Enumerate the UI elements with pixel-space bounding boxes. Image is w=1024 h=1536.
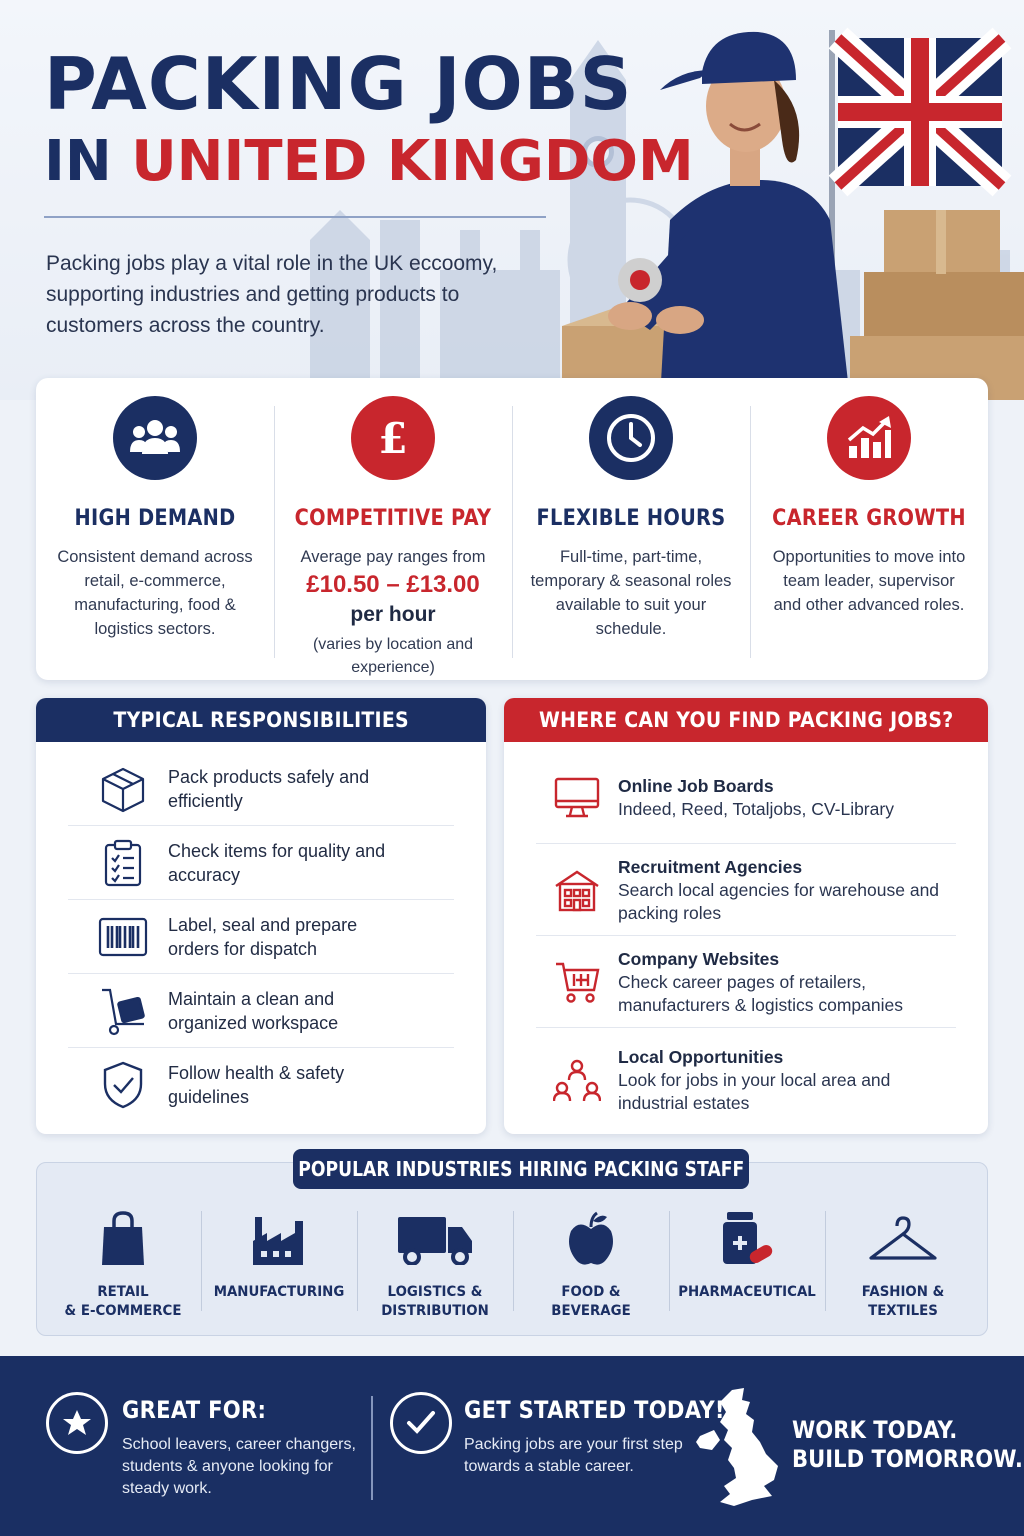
feature-high-demand: [36, 378, 274, 680]
get-started-text: Packing jobs are your first step towards a stable career.: [464, 1436, 683, 1475]
responsibilities-heading: [36, 698, 486, 742]
shopping-bag-icon: [45, 1203, 201, 1275]
uk-map-icon: [694, 1386, 784, 1510]
where-heading-text: WHERE CAN YOU FIND PACKING JOBS?: [538, 708, 954, 732]
feature-text: Full-time, part-time, temporary & seasonal roles available to suit your schedule.: [530, 548, 732, 638]
industry-manufacturing: [201, 1203, 357, 1321]
feature-competitive-pay: [274, 378, 512, 680]
box-icon: [68, 765, 168, 813]
source-title: Company Websites: [618, 948, 780, 969]
shopping-cart-icon: [536, 960, 618, 1004]
footer-divider: [371, 1396, 373, 1500]
pay-intro: Average pay ranges from: [300, 548, 486, 566]
industry-logistics: [357, 1203, 513, 1321]
footer-banner: [0, 1356, 1024, 1536]
feature-title: HIGH DEMAND: [74, 506, 236, 531]
source-desc: Check career pages of retailers, manufacturers & logistics companies: [618, 971, 903, 1015]
industries-row: [45, 1203, 981, 1321]
get-started-text-block: [464, 1396, 725, 1478]
industries-heading: [293, 1149, 749, 1189]
hand-truck-icon: [68, 986, 168, 1036]
feature-text: Opportunities to move into team leader, supervisor and other advanced roles.: [772, 548, 966, 614]
slogan-line1: WORK TODAY.: [792, 1416, 958, 1444]
industry-pharmaceutical: [669, 1203, 825, 1321]
where-heading: [504, 698, 988, 742]
apple-icon: [513, 1203, 669, 1275]
responsibility-text: Follow health & safety guidelines: [168, 1063, 345, 1107]
feature-flexible-hours: [512, 378, 750, 680]
pay-note: (varies by location and experience): [312, 636, 474, 676]
list-item: [536, 1028, 956, 1132]
people-network-icon: [536, 1058, 618, 1102]
feature-title: FLEXIBLE HOURS: [536, 506, 726, 531]
industries-heading-text: POPULAR INDUSTRIES HIRING PACKING STAFF: [298, 1157, 744, 1181]
title-country: UNITED KINGDOM: [131, 129, 694, 194]
check-circle-icon: [390, 1392, 452, 1454]
growth-chart-icon: [827, 396, 911, 480]
great-for-title: GREAT FOR:: [122, 1396, 267, 1424]
packing-worker-illustration: [560, 20, 1024, 400]
slogan: [792, 1416, 1023, 1474]
source-title: Recruitment Agencies: [618, 856, 803, 877]
get-started-title: GET STARTED TODAY!: [464, 1396, 725, 1424]
svg-text:£: £: [378, 414, 408, 463]
medicine-icon: [669, 1203, 825, 1275]
industry-fashion: [825, 1203, 981, 1321]
responsibility-text: Pack products safely and efficiently: [168, 766, 370, 811]
industry-label: MANUFACTURING: [213, 1284, 345, 1300]
list-item: [68, 900, 454, 974]
pay-range: £10.50 – £13.00: [306, 571, 480, 598]
list-item: [68, 752, 454, 826]
building-icon: [536, 868, 618, 912]
slogan-line2: BUILD TOMORROW.: [792, 1445, 1023, 1473]
list-item: [536, 752, 956, 844]
industry-label: PHARMACEUTICAL: [678, 1284, 816, 1300]
clock-icon: [589, 396, 673, 480]
feature-title: CAREER GROWTH: [772, 506, 966, 531]
source-desc: Indeed, Reed, Totaljobs, CV-Library: [618, 799, 894, 819]
feature-career-growth: [750, 378, 988, 680]
feature-title: COMPETITIVE PAY: [294, 506, 492, 531]
feature-text: [274, 545, 512, 679]
pound-icon: [351, 396, 435, 480]
industry-label: FOOD & BEVERAGE: [551, 1284, 631, 1319]
features-card: [36, 378, 988, 680]
list-item: [68, 826, 454, 900]
intro-text: Packing jobs play a vital role in the UK eccoomy, supporting industries and getting products to customers across the country.: [46, 252, 498, 337]
source-desc: Look for jobs in your local area and industrial estates: [618, 1070, 891, 1113]
truck-icon: [357, 1203, 513, 1275]
responsibility-text: Maintain a clean and organized workspace: [168, 988, 339, 1033]
industry-retail: [45, 1203, 201, 1321]
list-item: [68, 1048, 454, 1122]
source-title: Online Job Boards: [618, 776, 774, 796]
responsibilities-list: [36, 742, 486, 1122]
title-divider: [44, 216, 546, 218]
factory-icon: [201, 1203, 357, 1275]
source-desc: Search local agencies for warehouse and packing roles: [618, 879, 940, 923]
industry-label: LOGISTICS & DISTRIBUTION: [381, 1284, 489, 1319]
monitor-icon: [536, 777, 618, 819]
shield-check-icon: [68, 1060, 168, 1110]
great-for-text: School leavers, career changers, students & anyone looking for steady work.: [122, 1436, 356, 1497]
people-icon: [113, 396, 197, 480]
list-item: [536, 844, 956, 936]
feature-text: Consistent demand across retail, e-commerce, manufacturing, food & logistics sectors.: [57, 548, 253, 638]
list-item: [68, 974, 454, 1048]
title-in: IN: [44, 129, 112, 194]
hanger-icon: [825, 1203, 981, 1275]
responsibility-text: Label, seal and prepare orders for dispatch: [168, 914, 358, 959]
page-title-line1: PACKING JOBS: [44, 42, 633, 126]
list-item: [536, 936, 956, 1028]
where-list: [504, 742, 988, 1132]
hero-section: [0, 0, 1024, 400]
industry-label: RETAIL & E-COMMERCE: [64, 1284, 182, 1319]
great-for-block: [46, 1392, 108, 1454]
pay-unit: per hour: [350, 603, 436, 626]
get-started-block: [390, 1392, 452, 1454]
responsibilities-panel: [36, 698, 486, 1134]
industry-food: [513, 1203, 669, 1321]
industry-label: FASHION & TEXTILES: [861, 1284, 945, 1319]
responsibility-text: Check items for quality and accuracy: [168, 840, 386, 885]
where-to-find-panel: [504, 698, 988, 1134]
barcode-icon: [68, 917, 168, 957]
clipboard-checklist-icon: [68, 839, 168, 887]
great-for-text-block: [122, 1396, 362, 1500]
industries-section: [36, 1157, 988, 1336]
source-title: Local Opportunities: [618, 1047, 784, 1067]
responsibilities-heading-text: TYPICAL RESPONSIBILITIES: [113, 708, 409, 732]
star-icon: [46, 1392, 108, 1454]
